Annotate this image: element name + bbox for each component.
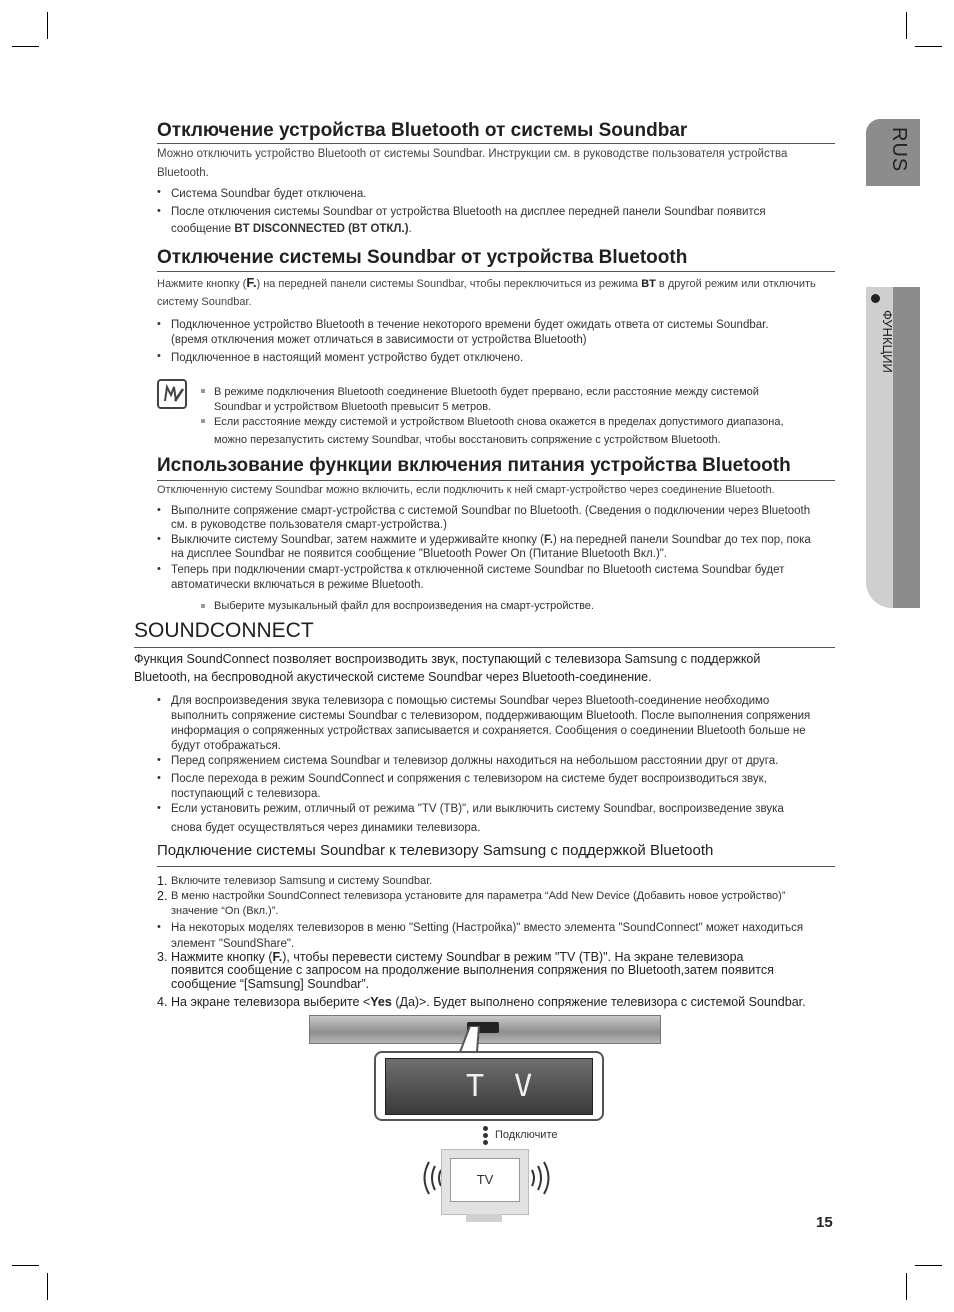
step-3-line2: появится сообщение с запросом на продолжение выполнения сопряжения по Bluetooth,затем появится [171,963,774,977]
bullet-icon: • [157,754,161,766]
step-2-bullet-line2: элемент "SoundShare". [171,938,295,950]
s1-bullet-2-line1: После отключения системы Soundbar от устройства Bluetooth на дисплее передней панели Soundbar появится [171,206,766,218]
dot-icon [483,1126,488,1131]
bullet-icon: • [157,802,161,814]
s2-bullet-1-line2: (время отключения может отличаться в зависимости от устройства Bluetooth) [171,334,587,346]
step-2-bullet-line1: На некоторых моделях телевизоров в меню "Setting (Настройка)" вместо элемента "SoundConnect" может находиться [171,922,804,934]
s3-intro: Отключенную систему Soundbar можно включить, если подключить к ней смарт-устройство через соединение Bluetooth. [157,484,775,496]
s2-note-2-line1: Если расстояние между системой и устройством Bluetooth снова окажется в пределах допустимого диапазона, [214,416,784,428]
section-label: ФУНКЦИИ [880,310,895,373]
crop-mark [906,1273,907,1300]
s2-note-1-line2: Soundbar и устройством Bluetooth превысит 5 метров. [214,401,492,413]
s4-intro-line2: Bluetooth, на беспроводной акустической системе Soundbar через Bluetooth-соединение. [134,670,652,684]
bullet-icon: • [157,563,161,575]
s3-bullet-2-line2: на дисплее Soundbar не появится сообщение "Bluetooth Power On (Питание Bluetooth Вкл.)". [171,548,668,560]
sound-waves-right-icon [526,1156,556,1200]
bullet-icon: • [157,772,161,784]
bullet-icon: • [157,533,161,545]
section-1-title: Отключение устройства Bluetooth от системы Soundbar [157,120,688,141]
page-number: 15 [816,1214,833,1231]
step-number: 4. [157,995,168,1009]
tv-screen-label: TV [450,1158,520,1202]
divider [157,143,835,144]
step-3-line1: Нажмите кнопку (F.), чтобы перевести систему Soundbar в режим "TV (ТВ)". На экране телевизора [171,950,744,964]
step-3-line3: сообщение “[Samsung] Soundbar”. [171,977,370,991]
display-text: T V [466,1069,539,1104]
crop-mark [47,1273,48,1300]
bullet-icon: • [157,350,161,362]
section-5-title: Подключение системы Soundbar к телевизору Samsung с поддержкой Bluetooth [157,842,714,859]
step-1: Включите телевизор Samsung и систему Soundbar. [171,875,433,887]
crop-mark [906,12,907,39]
s3-bullet-3-line1: Теперь при подключении смарт-устройства к отключенной системе Soundbar по Bluetooth система Soundbar будет [171,564,785,576]
language-tab [866,119,920,186]
s1-intro-line1: Можно отключить устройство Bluetooth от системы Soundbar. Инструкции см. в руководстве пользователя устройства [157,148,788,160]
s4-intro-line1: Функция SoundConnect позволяет воспроизводить звук, поступающий с телевизора Samsung с поддержкой [134,652,761,666]
crop-mark [12,1265,39,1266]
s2-bullet-1-line1: Подключенное устройство Bluetooth в течение некоторого времени будет ожидать ответа от системы Soundbar. [171,319,769,331]
s3-bullet-1-line2: см. в руководстве пользователя смарт-устройства.) [171,519,447,531]
dot-icon [483,1140,488,1145]
bullet-icon: • [157,186,161,198]
language-label: RUS [888,127,910,173]
note-bullet-icon [201,604,205,608]
crop-mark [12,46,39,47]
s2-note-2-line2: можно перезапустить систему Soundbar, чтобы восстановить сопряжение с устройством Bluetooth. [214,434,721,446]
step-4: На экране телевизора выберите <Yes (Да)>. Будет выполнено сопряжение телевизора с системой Soundbar. [171,995,806,1009]
section-2-title: Отключение системы Soundbar от устройства Bluetooth [157,247,688,268]
s2-intro-line1: Нажмите кнопку (F.) на передней панели системы Soundbar, чтобы переключиться из режима BT в другой режим или отключить [157,275,816,290]
note-icon [157,379,187,409]
s1-intro-line2: Bluetooth. [157,167,209,179]
s4-bullet-3-line1: После перехода в режим SoundConnect и сопряжения с телевизором на системе будет воспроизводиться звук, [171,773,767,785]
s2-bullet-2: Подключенное в настоящий момент устройство будет отключено. [171,352,524,364]
note-bullet-icon [201,389,205,393]
note-bullet-icon [201,419,205,423]
s4-bullet-3-line2: поступающий с телевизора. [171,788,321,800]
divider [157,866,835,867]
step-number: 1. [157,874,168,888]
s4-bullet-1-line2: выполнить сопряжение системы Soundbar с телевизором, поддерживающим Bluetooth. После выполнения сопряжения [171,710,811,722]
s2-note-1-line1: В режиме подключения Bluetooth соединение Bluetooth будет прервано, если расстояние между системой [214,386,759,398]
s2-intro-line2: систему Soundbar. [157,296,252,308]
display-panel [385,1058,593,1115]
crop-mark [915,1265,942,1266]
section-dot-icon [871,294,880,303]
s4-bullet-4-line2: снова будет осуществляться через динамики телевизора. [171,822,481,834]
s3-bullet-2-line1: Выключите систему Soundbar, затем нажмите и удерживайте кнопку (F.) на передней панели Soundbar до тех пор, пока [171,534,811,546]
step-2-line1: В меню настройки SoundConnect телевизора установите для параметра “Add New Device (Добавить новое устройство)” [171,890,786,902]
bullet-icon: • [157,694,161,706]
section-3-title: Использование функции включения питания устройства Bluetooth [157,455,791,476]
s3-bullet-3-line2: автоматически включаться в режиме Bluetooth. [171,579,424,591]
tv-image [441,1149,529,1215]
s3-bullet-1-line1: Выполните сопряжение смарт-устройства с системой Soundbar по Bluetooth. (Сведения о подключении через Bluetooth [171,505,811,517]
section-tab-stripe [893,287,920,608]
s4-bullet-1-line3: информация о сопряженных устройствах записывается и сохраняется. Сообщения о соединении Bluetooth больше не [171,725,806,737]
bullet-icon: • [157,921,161,933]
s4-bullet-1-line4: будут отображаться. [171,740,281,752]
s4-bullet-4-line1: Если установить режим, отличный от режима "TV (ТВ)", или выключить систему Soundbar, воспроизведение звука [171,803,784,815]
bullet-icon: • [157,205,161,217]
divider [157,271,835,272]
s4-bullet-2: Перед сопряжением система Soundbar и телевизор должны находиться на небольшом расстоянии друг от друга. [171,755,779,767]
s1-bullet-1: Система Soundbar будет отключена. [171,188,367,200]
divider [134,647,835,648]
step-number: 2. [157,889,168,903]
tv-stand [466,1214,502,1222]
soundconnect-title: SOUNDCONNECT [134,619,314,642]
s1-bullet-2-line2: сообщение BT DISCONNECTED (BT ОТКЛ.). [171,223,412,235]
connect-label: Подключите [495,1129,558,1141]
dot-icon [483,1133,488,1138]
crop-mark [915,46,942,47]
bullet-icon: • [157,318,161,330]
s4-bullet-1-line1: Для воспроизведения звука телевизора с помощью системы Soundbar через Bluetooth-соединение необходимо [171,695,770,707]
s3-note: Выберите музыкальный файл для воспроизведения на смарт-устройстве. [214,600,594,612]
display-callout [374,1051,604,1121]
step-2-line2: значение “On (Вкл.)”. [171,905,279,917]
step-number: 3. [157,950,168,964]
bullet-icon: • [157,504,161,516]
crop-mark [47,12,48,39]
